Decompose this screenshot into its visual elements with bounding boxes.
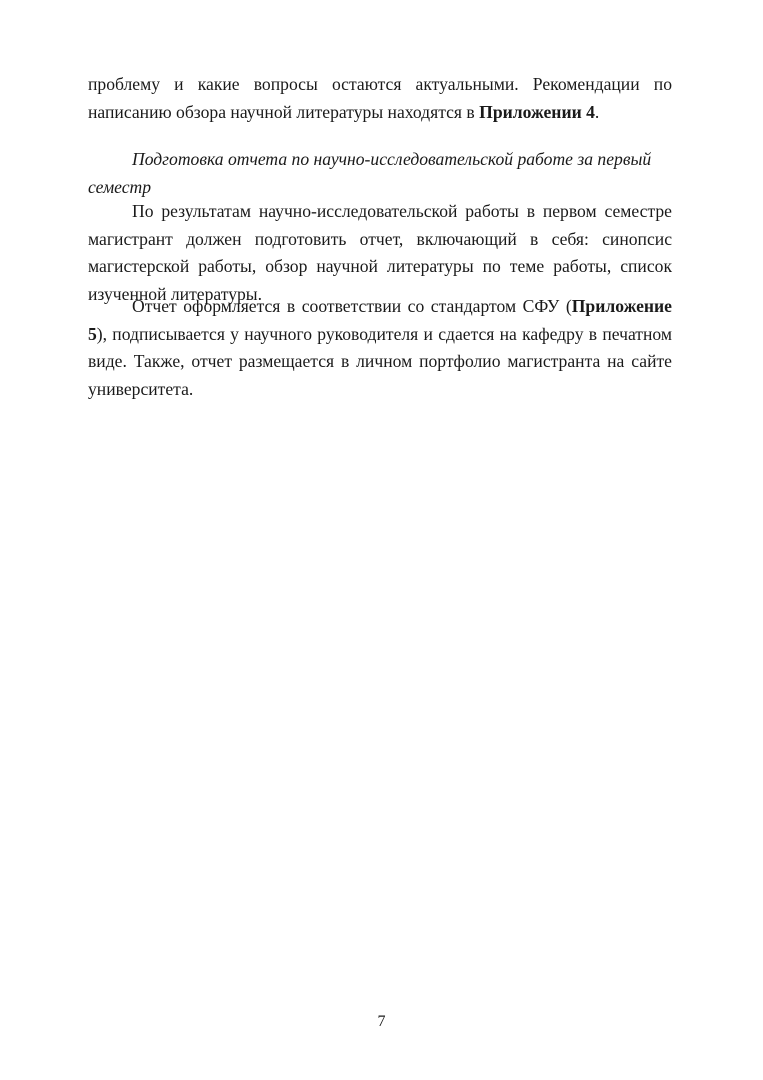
paragraph-continuation-text: проблему и какие вопросы остаются актуальными. Рекомендации по написанию обзора научной литературы находятся в [88,74,672,122]
section-heading: Подготовка отчета по научно-исследовательской работе за первый семестр [88,149,652,197]
paragraph-report-text-after: ), подписывается у научного руководителя и сдается на кафедру в печатном виде. Также, отчет размещается в личном портфолио магистранта на сайте университета. [88,323,672,399]
paragraph-continuation [88,71,672,126]
page-number: 7 [377,1013,386,1030]
paragraph-results: По результатам научно-исследовательской работы в первом семестре магистрант должен подготовить отчет, включающий в себя: синопсис магистерской работы, обзор научной литературы по теме работы, список изученной литературы. [88,201,672,304]
appendix-4-reference: Приложении 4 [479,101,595,122]
paragraph-continuation-tail: . [594,101,600,122]
appendix-5-reference: Приложение 5 [88,296,672,344]
paragraph-report-text-before: Отчет оформляется в соответствии со стандартом СФУ ( [132,296,572,316]
paragraph-report [88,293,672,403]
